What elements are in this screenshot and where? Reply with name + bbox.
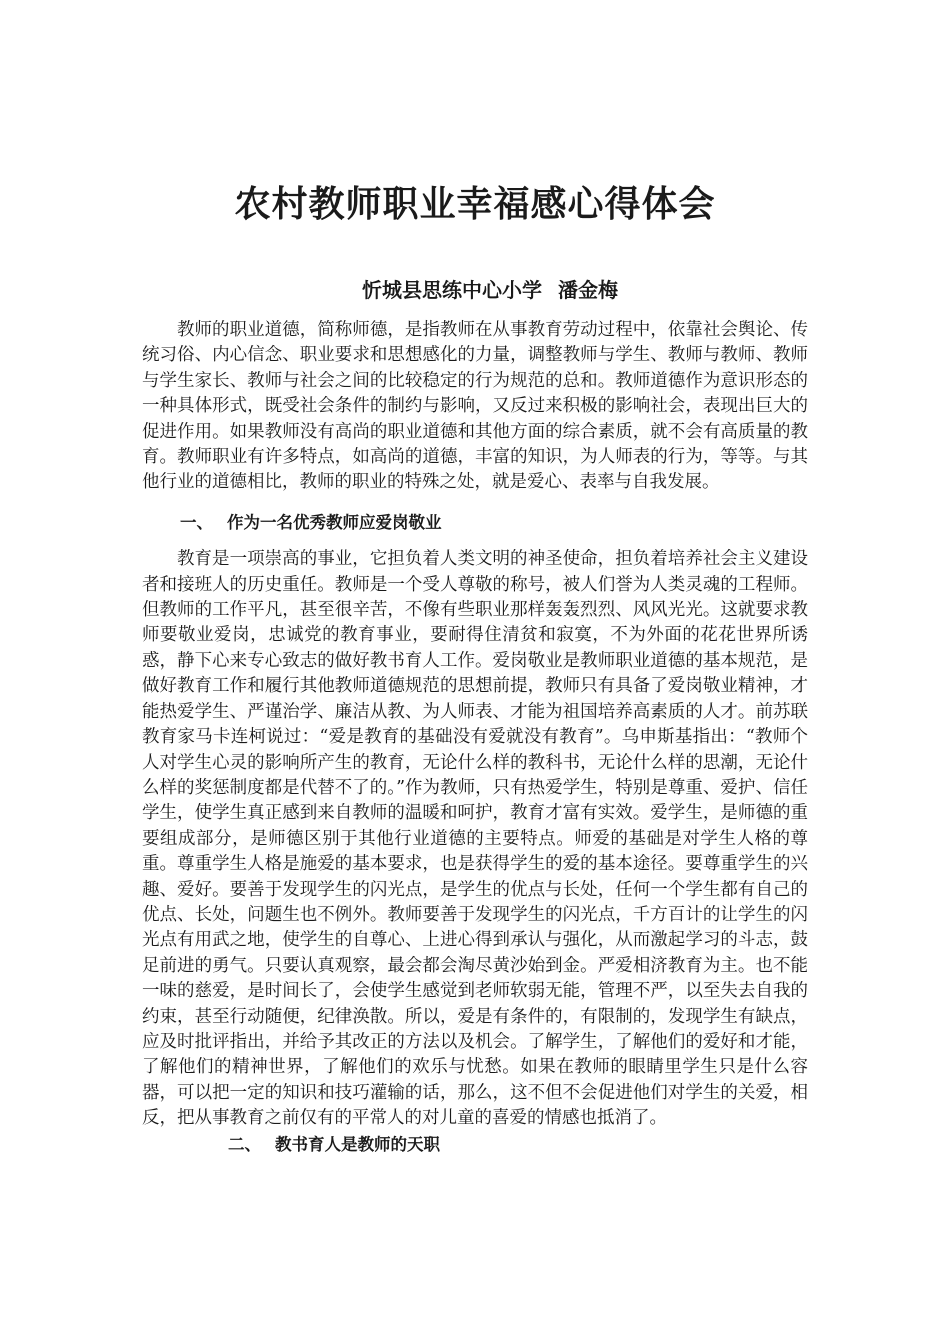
section-1-title: 作为一名优秀教师应爱岗敬业 [227,512,442,532]
author-school: 忻城县思练中心小学 [362,278,542,302]
section-1-number: 一、 [180,512,213,532]
author-name: 潘金梅 [558,278,618,302]
document-title: 农村教师职业幸福感心得体会 [234,184,716,225]
author-line [0,274,950,303]
section-2-number: 二、 [228,1134,261,1154]
document-body [142,318,808,1157]
section-heading-2 [142,1132,808,1157]
section-heading-1 [142,510,808,535]
paragraph-intro: 教师的职业道德，简称师德，是指教师在从事教育劳动过程中，依靠社会舆论、传统习俗、内心信念、职业要求和思想感化的力量，调整教师与学生、教师与教师、教师与学生家长、教师与社会之间的比较稳定的行为规范的总和。教师道德作为意识形态的一种具体形式，既受社会条件的制约与影响，又反过来积极的影响社会，表现出巨大的促进作用。如果教师没有高尚的职业道德和其他方面的综合素质，就不会有高质量的教育。教师职业有许多特点，如高尚的道德，丰富的知识，为人师表的行为，等等。与其他行业的道德相比，教师的职业的特殊之处，就是爱心、表率与自我发展。 [142,320,808,493]
section-2-title: 教书育人是教师的天职 [275,1134,440,1154]
paragraph-section-1: 教育是一项崇高的事业，它担负着人类文明的神圣使命，担负着培养社会主义建设者和接班人的历史重任。教师是一个受人尊敬的称号，被人们誉为人类灵魂的工程师。但教师的工作平凡，甚至很辛苦，不像有些职业那样轰轰烈烈、风风光光。这就要求教师要敬业爱岗，忠诚党的教育事业，要耐得住清贫和寂寞，不为外面的花花世界所诱惑，静下心来专心致志的做好教书育人工作。爱岗敬业是教师职业道德的基本规范，是做好教育工作和履行其他教师道德规范的思想前提，教师只有具备了爱岗敬业精神，才能热爱学生、严谨治学、廉洁从教、为人师表、才能为祖国培养高素质的人才。前苏联教育家马卡连柯说过：“爱是教育的基础没有爱就没有教育”。乌申斯基指出：“教师个人对学生心灵的影响所产生的教育，无论什么样的教科书，无论什么样的思潮，无论什么样的奖惩制度都是代替不了的。”作为教师，只有热爱学生，特别是尊重、爱护、信任学生，使学生真正感到来自教师的温暖和呵护，教育才富有实效。爱学生，是师德的重要组成部分，是师德区别于其他行业道德的主要特点。师爱的基础是对学生人格的尊重。尊重学生人格是施爱的基本要求，也是获得学生的爱的基本途径。要尊重学生的兴趣、爱好。要善于发现学生的闪光点，是学生的优点与长处，任何一个学生都有自己的优点、长处，问题生也不例外。教师要善于发现学生的闪光点，千方百计的让学生的闪光点有用武之地，使学生的自尊心、上进心得到承认与强化，从而激起学习的斗志，鼓足前进的勇气。只要认真观察，最会都会淘尽黄沙始到金。严爱相济教育为主。也不能一味的慈爱，是时间长了，会使学生感觉到老师软弱无能，管理不严，以至失去自我的约束，甚至行动随便，纪律涣散。所以，爱是有条件的，有限制的，发现学生有缺点，应及时批评指出，并给予其改正的方法以及机会。了解学生，了解他们的爱好和才能，了解他们的精神世界，了解他们的欢乐与忧愁。如果在教师的眼睛里学生只是什么容器，可以把一定的知识和技巧灌输的话，那么，这不但不会促进他们对学生的关爱，相反，把从事教育之前仅有的平常人的对儿童的喜爱的情感也抵消了。 [142,549,808,1129]
